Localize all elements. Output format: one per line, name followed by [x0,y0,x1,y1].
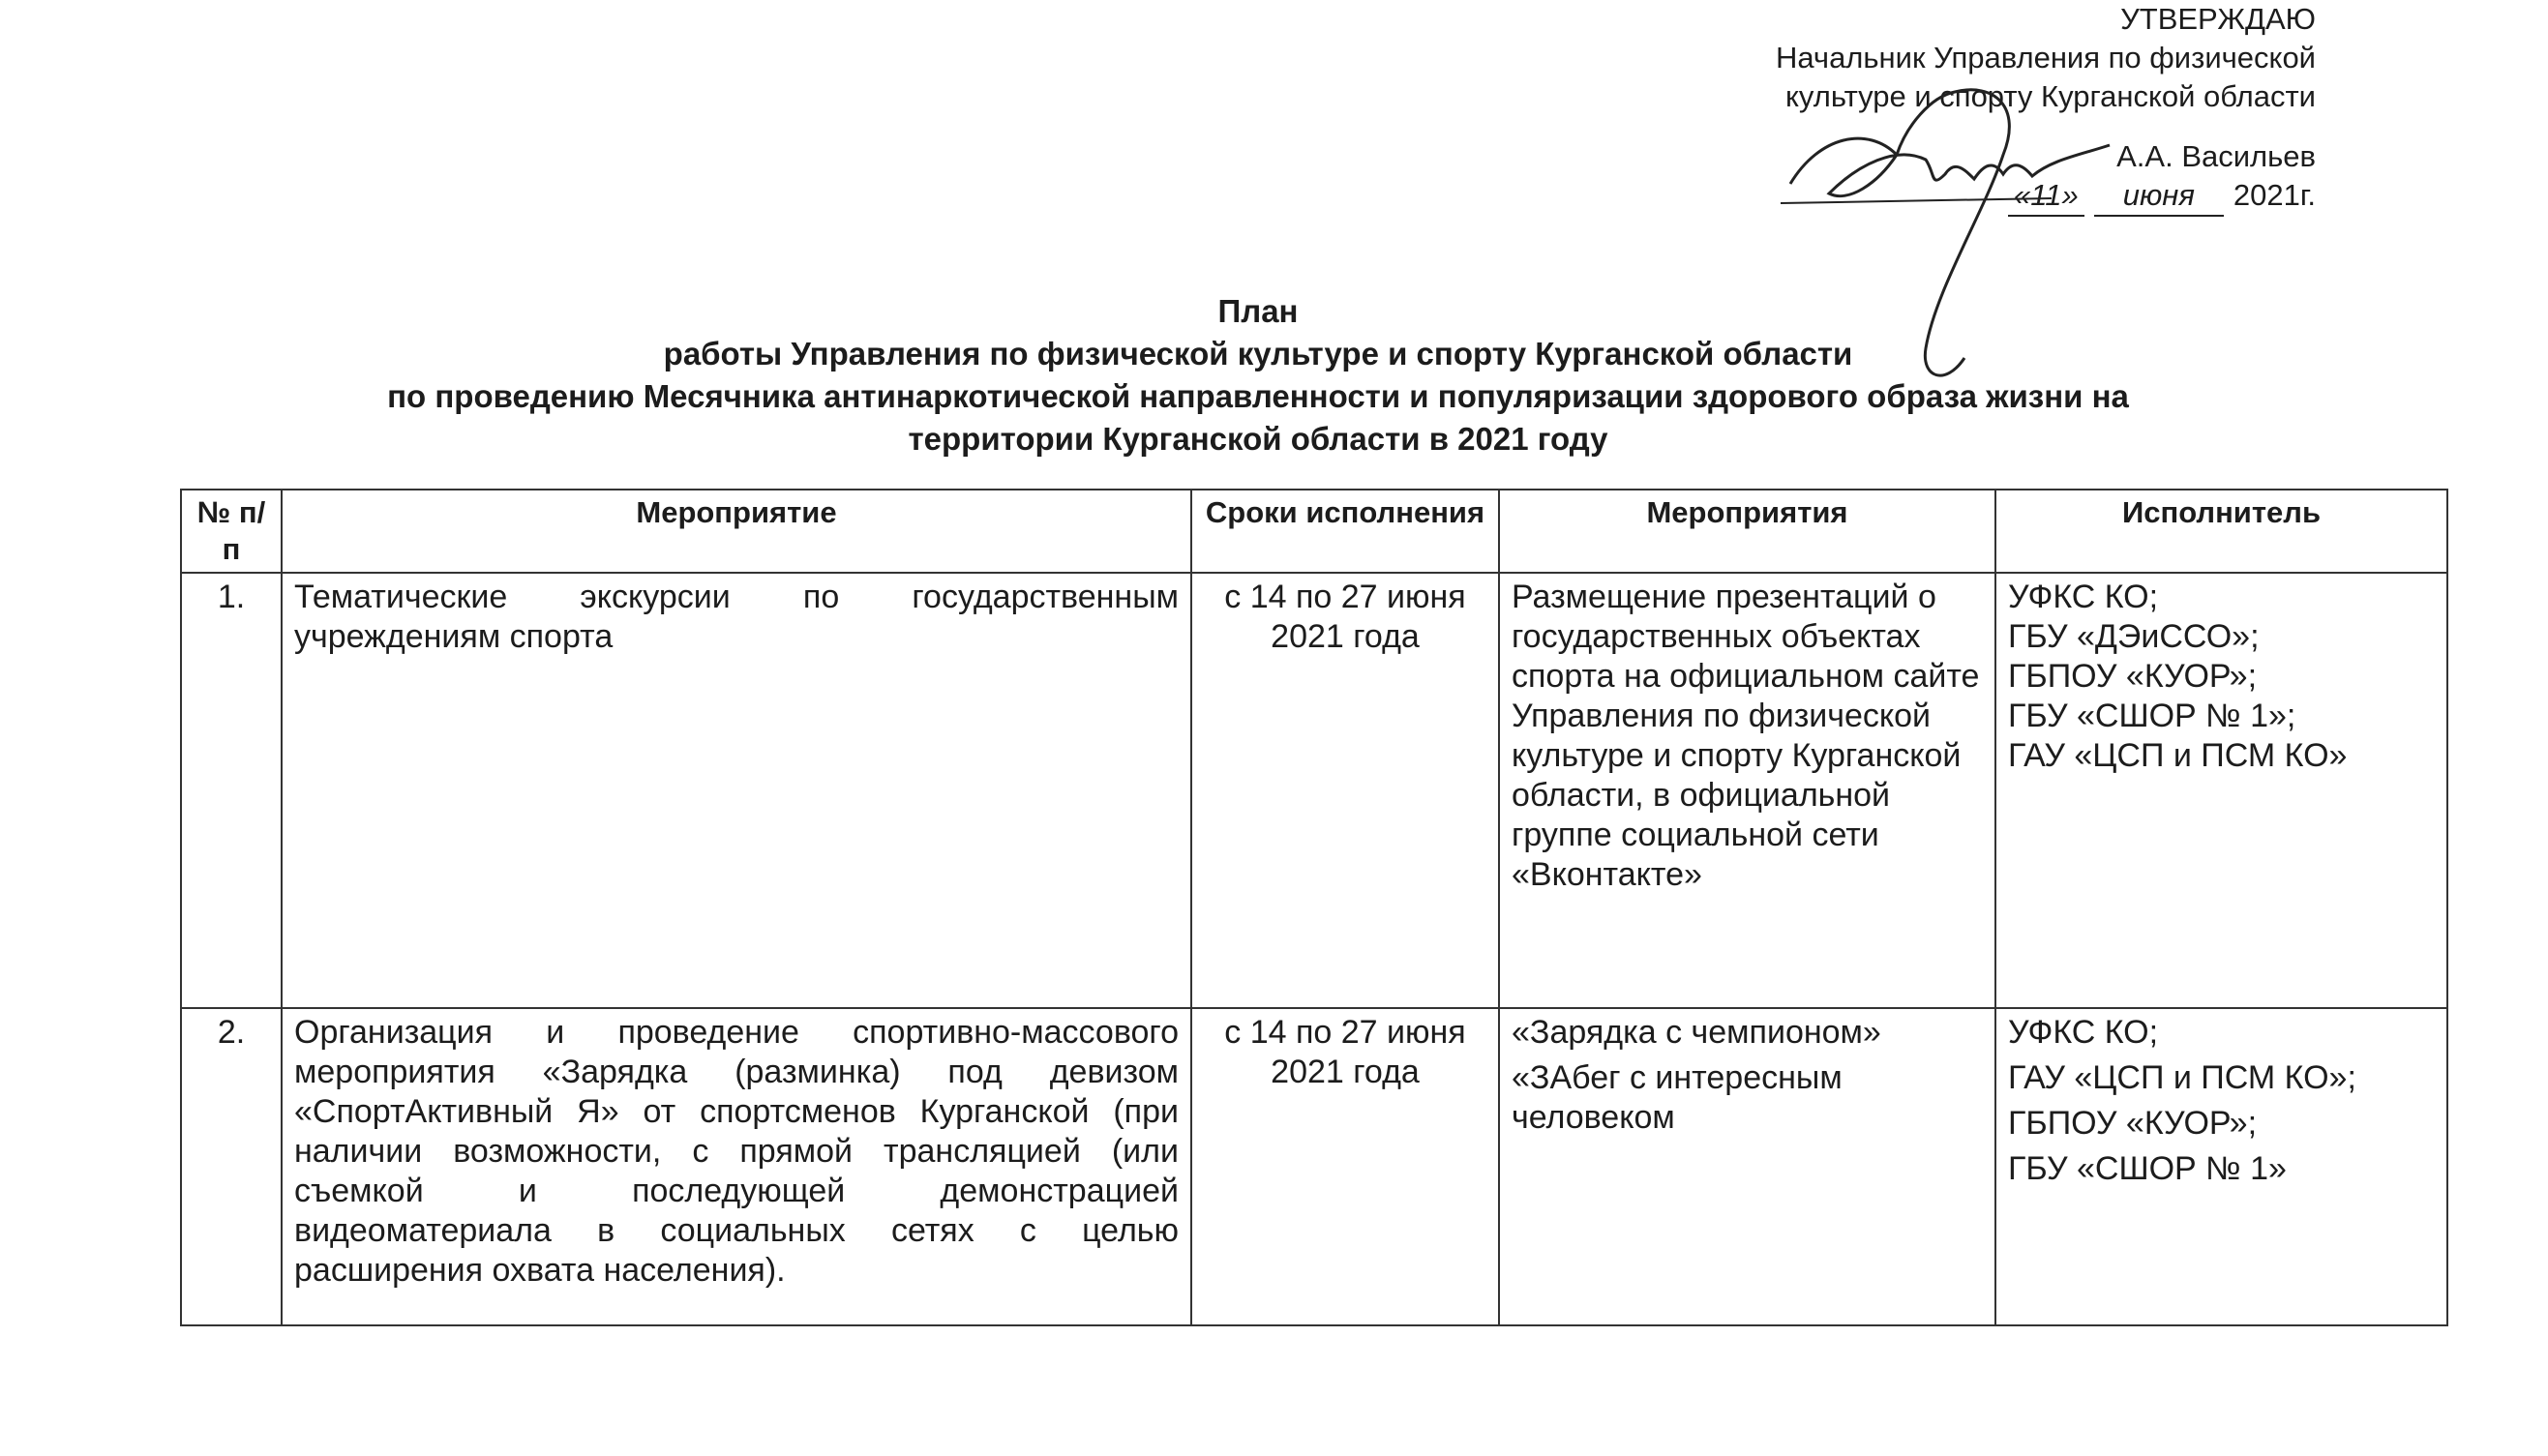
title-line1: План [1217,293,1299,329]
header-dates: Сроки исполнения [1191,490,1499,573]
row-activities [1499,573,1995,1008]
executor-item: ГБПОУ «КУОР»; [2008,1105,2258,1142]
header-executor: Исполнитель [1995,490,2447,573]
row-num: 1. [181,573,282,1008]
approval-date-year: 2021г. [2233,178,2316,212]
title-line3: по проведению Месячника антинаркотической направленности и популяризации здорового образа жизни на [387,378,2129,414]
executor-item: ГАУ «ЦСП и ПСМ КО» [2008,737,2348,774]
executor-item: ГБУ «СШОР № 1»; [2008,698,2296,734]
approval-date-day: «11» [2008,176,2084,217]
title-line4: территории Курганской области в 2021 году [908,421,1608,457]
approval-position-line2: культуре и спорту Курганской области [1785,79,2316,113]
approval-signer: А.А. Васильев [2116,139,2316,173]
header-event: Мероприятие [282,490,1191,573]
row-event: Тематические экскурсии по государственным учреждениям спорта [282,573,1191,1008]
executor-item: ГАУ «ЦСП и ПСМ КО»; [2008,1059,2356,1096]
table-row [181,1008,2447,1325]
plan-table [180,489,2448,1326]
executor-item: УФКС КО; [2008,579,2159,615]
row-dates: с 14 по 27 июня 2021 года [1191,1008,1499,1325]
row-executors [1995,1008,2447,1325]
header-num: № п/п [181,490,282,573]
activity-item: «ЗАбег с интересным человеком [1512,1059,1843,1136]
table-row [181,573,2447,1008]
activity-item: «Зарядка с чемпионом» [1512,1014,1881,1051]
executor-item: ГБУ «ДЭиССО»; [2008,618,2260,655]
approval-heading: УТВЕРЖДАЮ [2120,2,2316,36]
row-num: 2. [181,1008,282,1325]
approval-position-line1: Начальник Управления по физической [1775,41,2316,74]
executor-item: ГБПОУ «КУОР»; [2008,658,2258,695]
row-event: Организация и проведение спортивно-массового мероприятия «Зарядка (разминка) под девизом «СпортАктивный Я» от спортсменов Курганской (при наличии возможности, с прямой трансляцией (или съемкой и последующей демонстрацией видеоматериала в социальных сетях с целью расширения охвата населения). [282,1008,1191,1325]
table-header-row [181,490,2447,573]
header-activities: Мероприятия [1499,490,1995,573]
approval-date-month: июня [2094,176,2224,217]
row-activities [1499,1008,1995,1325]
title-line2: работы Управления по физической культуре и спорту Курганской области [663,336,1853,371]
row-executors [1995,573,2447,1008]
activity-item: Размещение презентаций о государственных объектах спорта на официальном сайте Управления по физической культуре и спорту Курганской области, в официальной группе социальной сети «Вконтакте» [1512,579,1980,893]
row-dates: с 14 по 27 июня 2021 года [1191,573,1499,1008]
executor-item: УФКС КО; [2008,1014,2159,1051]
executor-item: ГБУ «СШОР № 1» [2008,1150,2287,1187]
document-title [174,290,2342,461]
